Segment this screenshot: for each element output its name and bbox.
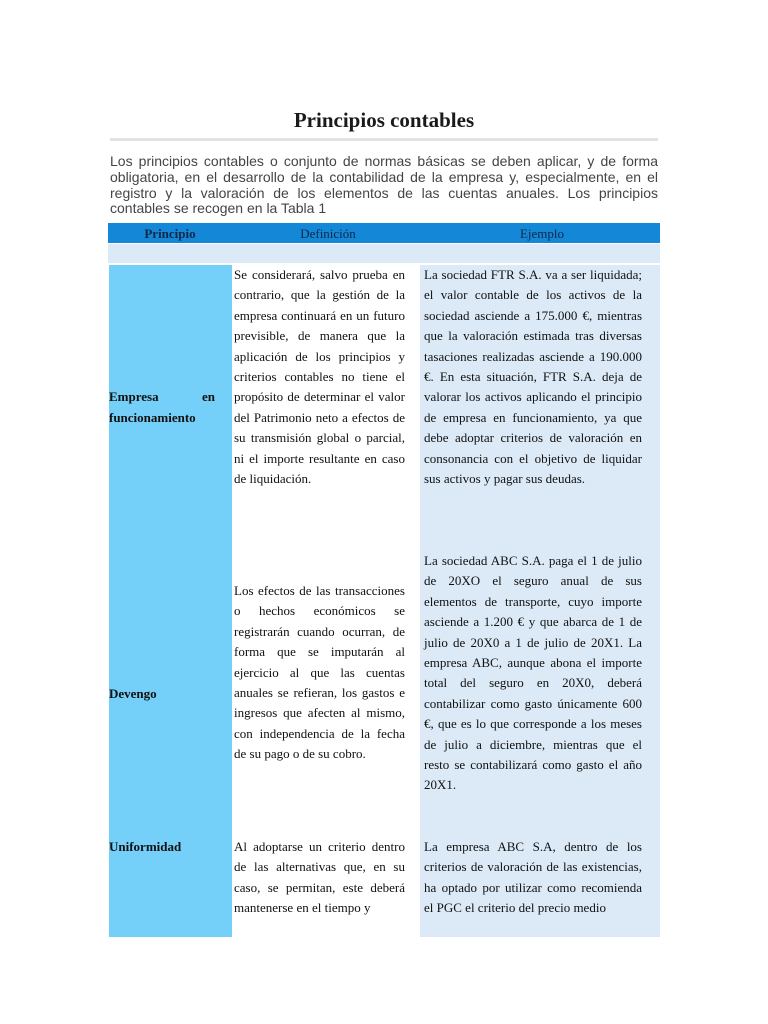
row-devengo-ejemplo: La sociedad ABC S.A. paga el 1 de julio de 20XO el seguro anual de sus elementos de transporte, cuyo importe asciende a 1.200 € y que abarca de 1 de julio de 20X0 a 1 de julio de 20X1. La empresa ABC, aunque abona el importe total del seguro en 20X0, deberá contabilizar como gasto únicamente 600 €, que es lo que corresponde a los meses de julio a diciembre, mientras que el resto se contabilizará como gasto el año 20X1. (424, 553, 642, 793)
title-divider (110, 138, 658, 141)
row-empresa-principio: Empresa en funcionamiento (109, 389, 215, 425)
row-empresa-definicion: Se considerará, salvo prueba en contrario, que la gestión de la empresa continuará en un futuro previsible, de manera que la aplicación de los principios y criterios contables no tiene el propósito de determinar el valor del Patrimonio neto a efectos de su transmisión global o parcial, ni el importe resultante en caso de liquidación. (234, 267, 405, 487)
row-empresa-ejemplo: La sociedad FTR S.A. va a ser liquidada; el valor contable de los activos de la sociedad asciende a 175.000 €, mientras que la valoración estimada tras diversas tasaciones realizadas asciende a 190.000 €. En esta situación, FTR S.A. deja de valorar los activos aplicando el principio de empresa en funcionamiento, ya que debe adoptar criterios de valoración en consonancia con el objetivo de liquidar sus activos y pagar sus deudas. (424, 267, 642, 487)
row-uniformidad-ejemplo: La empresa ABC S.A, dentro de los criterios de valoración de las existencias, ha optado por utilizar como recomienda el PGC el criterio del precio medio (424, 839, 642, 916)
row-uniformidad-definicion: Al adoptarse un criterio dentro de las alternativas que, en su caso, se permitan, este deberá mantenerse en el tiempo y (234, 839, 405, 916)
table-spacer-row (108, 244, 660, 263)
intro-paragraph: Los principios contables o conjunto de normas básicas se deben aplicar, y de forma obligatoria, en el desarrollo de la contabilidad de la empresa y, especialmente, en el registro y la valoración de los elementos de las cuentas anuales. Los principios contables se recogen en la Tabla 1 (110, 153, 658, 217)
row-devengo-principio: Devengo (109, 686, 157, 701)
header-principio: Principio (144, 226, 196, 241)
header-ejemplo: Ejemplo (519, 226, 565, 241)
header-definicion: Definición (300, 226, 356, 241)
row-uniformidad-principio: Uniformidad (109, 839, 182, 854)
row-devengo-definicion: Los efectos de las transacciones o hechos económicos se registrarán cuando ocurran, de forma que se imputarán al ejercicio al que las cuentas anuales se refieran, los gastos e ingresos que afecten al mismo, con independencia de la fecha de su pago o de su cobro. (234, 583, 405, 762)
table-header-row (108, 223, 660, 243)
page-title: Principios contables (293, 108, 475, 132)
